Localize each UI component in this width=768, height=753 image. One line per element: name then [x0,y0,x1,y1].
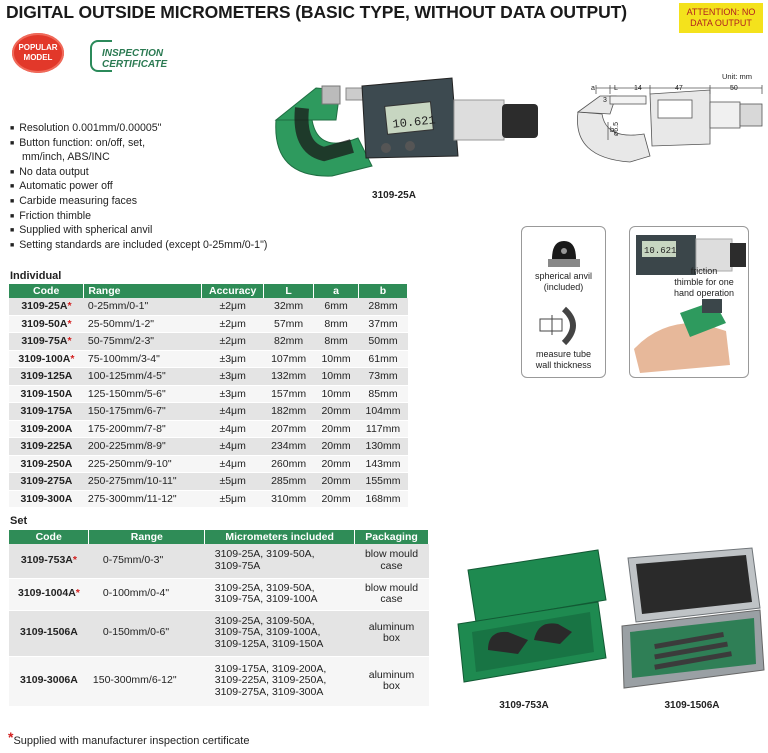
table-row [9,403,408,421]
row-a: 20mm [314,403,359,421]
col-a: a [314,284,359,298]
row-accuracy: ±4μm [202,438,264,456]
friction-thimble-panel [629,226,749,378]
row-code: 3109-175A [9,403,84,421]
thimble-label-3: hand operation [673,288,735,298]
row-b: 130mm [359,438,408,456]
row-L: 82mm [264,333,314,351]
tube-label-1: measure tube [535,349,592,359]
row-L: 310mm [264,490,314,508]
table-row [9,333,408,351]
row-b: 37mm [359,315,408,333]
dim-3: 3 [603,97,607,104]
cert-line-2: CERTIFICATE [102,59,168,70]
row-code: 3109-25A* [9,298,84,315]
row-a: 20mm [314,455,359,473]
row-code: 3109-75A* [9,333,84,351]
spherical-anvil-panel [521,226,606,378]
row-accuracy: ±3μm [202,368,264,386]
set-row-packaging: blow mould case [355,578,429,610]
row-b: 143mm [359,455,408,473]
set-col-packaging: Packaging [355,530,429,544]
cert-line-1: INSPECTION [102,48,164,59]
thimble-label-1: friction [690,266,718,276]
row-range: 0-25mm/0-1" [84,298,202,315]
set-row-code: 3109-1004A* [9,578,89,610]
row-a: 8mm [314,333,359,351]
row-accuracy: ±5μm [202,473,264,491]
row-code: 3109-100A* [9,350,84,368]
row-a: 10mm [314,368,359,386]
footnote [8,731,249,747]
row-a: 20mm [314,438,359,456]
row-a: 20mm [314,420,359,438]
row-L: 32mm [264,298,314,315]
unit-label: Unit: mm [722,72,752,81]
row-range: 275-300mm/11-12" [84,490,202,508]
set-row-range: 0-100mm/0-4" [89,578,205,610]
footnote-star: * [8,729,14,745]
micrometer-image [262,68,552,188]
set-row-included: 3109-175A, 3109-200A, 3109-225A, 3109-250A, 3109-275A, 3109-300A [205,656,355,706]
row-L: 207mm [264,420,314,438]
table-row [9,420,408,438]
row-accuracy: ±5μm [202,490,264,508]
thimble-illustration [630,227,748,377]
case-caption-left: 3109-753A [499,700,549,711]
table-row [9,578,429,610]
popular-model-badge [12,33,64,73]
row-accuracy: ±3μm [202,385,264,403]
row-b: 104mm [359,403,408,421]
row-accuracy: ±4μm [202,455,264,473]
row-L: 107mm [264,350,314,368]
dim-b: b [610,127,614,134]
set-row-range: 0-75mm/0-3" [89,544,205,578]
dim-diameter: ø6.5 [613,121,620,136]
row-accuracy: ±2μm [202,298,264,315]
tube-label-2: wall thickness [535,360,592,370]
set-col-range: Range [89,530,205,544]
set-row-packaging: blow mould case [355,544,429,578]
row-a: 8mm [314,315,359,333]
row-code: 3109-275A [9,473,84,491]
table-row [9,385,408,403]
row-b: 61mm [359,350,408,368]
row-code: 3109-250A [9,455,84,473]
table-row [9,438,408,456]
row-range: 25-50mm/1-2" [84,315,202,333]
row-b: 50mm [359,333,408,351]
row-b: 85mm [359,385,408,403]
row-code: 3109-225A [9,438,84,456]
thimble-label-2: thimble for one [674,277,734,287]
row-b: 117mm [359,420,408,438]
set-row-code: 3109-1506A [9,610,89,656]
case-caption-right: 3109-1506A [664,700,720,711]
row-b: 155mm [359,473,408,491]
set-section-label: Set [10,515,28,527]
set-row-included: 3109-25A, 3109-50A, 3109-75A [205,544,355,578]
row-range: 100-125mm/4-5" [84,368,202,386]
feature-item: mm/inch, ABS/INC [22,151,110,164]
dim-a: a [591,85,595,92]
row-code: 3109-50A* [9,315,84,333]
col-b: b [359,284,408,298]
feature-item: ■ Carbide measuring faces [10,195,267,210]
badge-line-2: MODEL [23,53,53,62]
feature-item: ■ Automatic power off [10,180,267,195]
row-L: 132mm [264,368,314,386]
dimension-drawing [570,82,766,168]
badge-line-1: POPULAR [18,43,58,52]
row-L: 234mm [264,438,314,456]
row-L: 285mm [264,473,314,491]
set-row-packaging: aluminum box [355,610,429,656]
row-code: 3109-200A [9,420,84,438]
individual-section-label: Individual [10,270,62,282]
col-accuracy: Accuracy [202,284,264,298]
row-range: 175-200mm/7-8" [84,420,202,438]
anvil-label-2: (included) [543,282,584,292]
set-row-range: 150-300mm/6-12" [89,656,205,706]
footnote-text: Supplied with manufacturer inspection certificate [13,735,250,747]
dim-50: 50 [730,85,738,92]
row-range: 200-225mm/8-9" [84,438,202,456]
feature-list [10,122,267,253]
row-a: 10mm [314,350,359,368]
row-range: 225-250mm/9-10" [84,455,202,473]
set-col-included: Micrometers included [205,530,355,544]
dim-47: 47 [675,85,683,92]
table-row [9,473,408,491]
set-table [9,530,429,707]
set-row-code: 3109-3006A [9,656,89,706]
row-range: 125-150mm/5-6" [84,385,202,403]
row-accuracy: ±3μm [202,350,264,368]
row-a: 20mm [314,473,359,491]
row-accuracy: ±4μm [202,403,264,421]
row-range: 50-75mm/2-3" [84,333,202,351]
row-b: 28mm [359,298,408,315]
col-range: Range [84,284,202,298]
col-code: Code [9,284,84,298]
table-row [9,544,429,578]
row-code: 3109-300A [9,490,84,508]
attention-notice [679,3,763,33]
aluminum-box-image [614,538,766,694]
row-L: 260mm [264,455,314,473]
row-code: 3109-125A [9,368,84,386]
set-row-included: 3109-25A, 3109-50A, 3109-75A, 3109-100A [205,578,355,610]
feature-item: ■ Resolution 0.001mm/0.00005" [10,122,267,137]
attention-line-1: ATTENTION: NO [686,7,756,17]
table-row [9,455,408,473]
set-row-range: 0-150mm/0-6" [89,610,205,656]
row-L: 182mm [264,403,314,421]
thimble-display-reading: 10.621 [644,246,677,256]
row-range: 150-175mm/6-7" [84,403,202,421]
display-reading: 10.621 [391,113,437,132]
row-accuracy: ±2μm [202,333,264,351]
table-row [9,350,408,368]
dim-14: 14 [634,85,642,92]
feature-item: ■ Button function: on/off, set, [10,137,267,152]
set-col-code: Code [9,530,89,544]
row-L: 157mm [264,385,314,403]
set-row-packaging: aluminum box [355,656,429,706]
table-row [9,610,429,656]
table-row [9,656,429,706]
col-L: L [264,284,314,298]
row-b: 73mm [359,368,408,386]
page-title: DIGITAL OUTSIDE MICROMETERS (BASIC TYPE, WITHOUT DATA OUTPUT) [6,2,627,22]
table-row [9,298,408,315]
set-row-included: 3109-25A, 3109-50A, 3109-75A, 3109-100A, 3109-125A, 3109-150A [205,610,355,656]
dim-L: L [614,85,618,92]
row-code: 3109-150A [9,385,84,403]
feature-item: ■ Setting standards are included (except 0-25mm/0-1") [10,239,267,254]
individual-table [9,284,408,508]
row-a: 6mm [314,298,359,315]
row-b: 168mm [359,490,408,508]
table-row [9,490,408,508]
table-row [9,315,408,333]
anvil-label-1: spherical anvil [534,271,593,281]
attention-line-2: DATA OUTPUT [690,18,752,28]
row-range: 250-275mm/10-11" [84,473,202,491]
row-a: 10mm [314,385,359,403]
feature-item: ■ Friction thimble [10,210,267,225]
inspection-certificate-logo [90,40,194,70]
row-a: 20mm [314,490,359,508]
feature-item: ■ Supplied with spherical anvil [10,224,267,239]
row-L: 57mm [264,315,314,333]
row-range: 75-100mm/3-4" [84,350,202,368]
row-accuracy: ±2μm [202,315,264,333]
set-row-code: 3109-753A* [9,544,89,578]
table-row [9,368,408,386]
row-accuracy: ±4μm [202,420,264,438]
feature-item: ■ No data output [10,166,267,181]
main-caption: 3109-25A [372,190,416,201]
blow-mould-case-image [448,540,608,690]
